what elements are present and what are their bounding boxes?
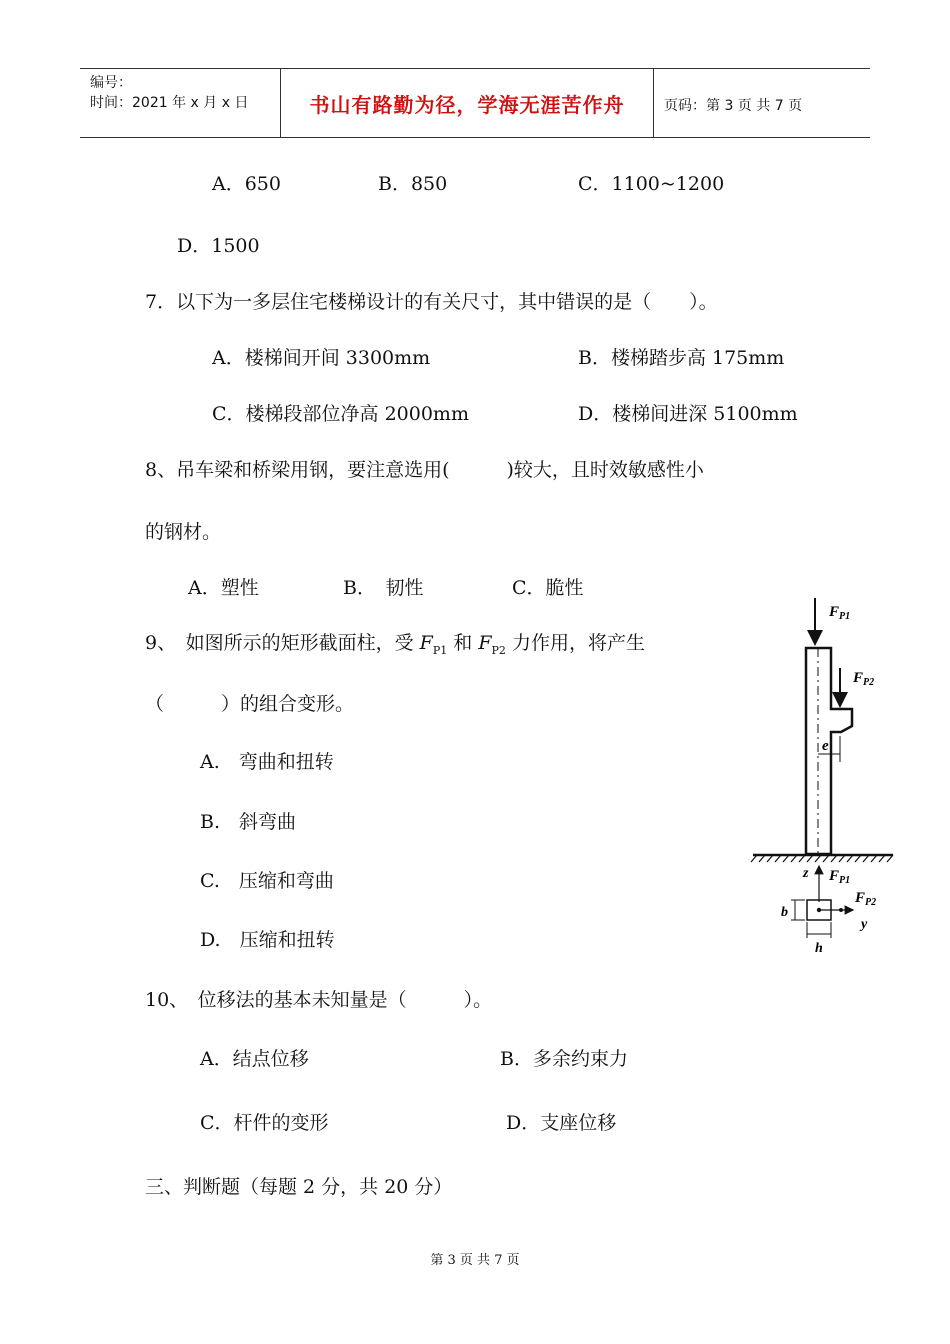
q7-option-d: D．楼梯间进深 5100mm <box>578 403 798 425</box>
e-label: e <box>822 738 829 754</box>
motto: 书山有路勤为径，学海无涯苦作舟 <box>309 93 625 117</box>
fp1-bottom-label: $F_{P1}$ <box>829 868 851 886</box>
q8-stem-line2: 的钢材。 <box>145 521 222 543</box>
q9-option-d: D. 压缩和扭转 <box>200 929 335 951</box>
q10-option-b: B．多余约束力 <box>500 1048 628 1070</box>
q8-stem-line1: 8、吊车梁和桥梁用钢，要注意选用( )较大，且时效敏感性小 <box>145 459 704 481</box>
y-label: y <box>861 917 868 932</box>
number-label: 编号： <box>90 75 132 91</box>
column-body <box>806 648 852 854</box>
q7-stem: 7．以下为一多层住宅楼梯设计的有关尺寸，其中错误的是（ ）。 <box>145 291 718 313</box>
q7-option-a: A．楼梯间开间 3300mm <box>212 347 431 369</box>
q8-option-b: B． 韧性 <box>343 577 424 599</box>
column-figure <box>745 596 905 966</box>
page-info: 页码：第 3 页 共 7 页 <box>664 98 803 114</box>
q8-option-a: A．塑性 <box>188 577 259 599</box>
q6-option-b: B．850 <box>378 173 448 195</box>
time-label: 时间：2021 年 x 月 x 日 <box>90 95 249 111</box>
q10-option-a: A．结点位移 <box>200 1048 309 1070</box>
fp2-top-label: $F_{P2}$ <box>853 670 875 688</box>
q9-stem-line1 <box>145 634 645 656</box>
q9-option-a: A. 弯曲和扭转 <box>200 751 334 773</box>
b-label: b <box>781 905 788 920</box>
q9-option-c: C. 压缩和弯曲 <box>200 870 334 892</box>
fp2-bottom-label: $F_{P2}$ <box>855 890 877 908</box>
header-meta-cell <box>80 69 281 137</box>
section-3-heading: 三、判断题（每题 2 分，共 20 分） <box>145 1176 453 1198</box>
fp1-top-label: $F_{P1}$ <box>829 604 851 622</box>
q9-stem-line2: （ ）的组合变形。 <box>145 693 355 715</box>
q10-option-d: D．支座位移 <box>506 1112 617 1134</box>
q10-option-c: C．杆件的变形 <box>200 1112 329 1134</box>
q8-option-c: C．脆性 <box>512 577 584 599</box>
h-label: h <box>815 941 823 956</box>
q7-option-c: C．楼梯段部位净高 2000mm <box>212 403 469 425</box>
q9-force-symbol-2: F <box>478 632 492 654</box>
q6-option-a: A．650 <box>212 173 281 195</box>
q6-option-d: D．1500 <box>177 235 260 257</box>
q9-stem-mid: 和 <box>447 632 479 654</box>
q9-option-b: B. 斜弯曲 <box>200 811 297 833</box>
page-header <box>80 68 870 138</box>
q7-option-b: B．楼梯踏步高 175mm <box>578 347 785 369</box>
z-label: z <box>803 866 809 881</box>
q9-force-sub-1: P1 <box>432 643 448 657</box>
q9-force-sub-2: P2 <box>491 643 506 657</box>
q10-stem: 10、 位移法的基本未知量是（ ）。 <box>145 989 493 1011</box>
q9-force-symbol-1: F <box>419 632 433 654</box>
header-motto-cell <box>281 69 654 137</box>
header-page-cell <box>654 69 870 137</box>
page-footer: 第 3 页 共 7 页 <box>430 1253 520 1268</box>
q9-stem-pre: 9、 如图所示的矩形截面柱，受 <box>145 632 420 654</box>
q9-stem-post: 力作用，将产生 <box>505 632 645 654</box>
q6-option-c: C．1100~1200 <box>578 173 725 195</box>
